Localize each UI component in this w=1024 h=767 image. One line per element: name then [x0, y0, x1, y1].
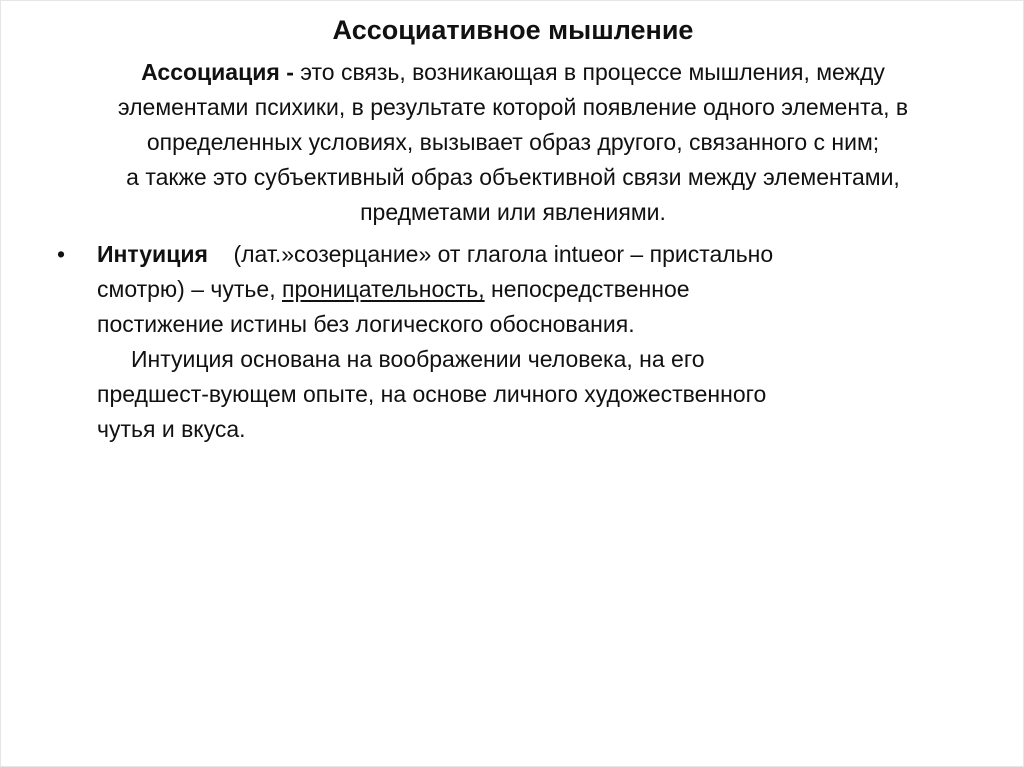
- bullet-item-intuition: [57, 237, 977, 447]
- intuition-line-2: [97, 272, 977, 307]
- intuition-line-4: Интуиция основана на воображении человека, на его: [131, 346, 705, 372]
- intuition-line-3: постижение истины без логического обоснования.: [97, 311, 635, 337]
- definition-line-5: предметами или явлениями.: [360, 199, 666, 225]
- definition-line-2: элементами психики, в результате которой появление одного элемента, в: [117, 94, 909, 120]
- definition-line-3: определенных условиях, вызывает образ другого, связанного с ним;: [146, 129, 880, 155]
- definition-line-1-text: это связь, возникающая в процессе мышления, между: [300, 59, 885, 85]
- intuition-line-1: [97, 237, 977, 272]
- intuition-line-2-part-1: смотрю) – чутье,: [97, 276, 282, 302]
- slide-title: Ассоциативное мышление: [332, 15, 694, 45]
- intuition-line-1-text: (лат.»созерцание» от глагола intueor – пристально: [233, 241, 774, 267]
- intuition-line-5: предшест-вующем опыте, на основе личного художественного: [97, 381, 767, 407]
- association-definition: [21, 55, 1005, 230]
- bullet-list: [57, 237, 977, 447]
- intuition-line-6: чутья и вкуса.: [97, 416, 246, 442]
- definition-line-4: а также это субъективный образ объективной связи между элементами,: [126, 164, 900, 190]
- intuition-line-2-part-2: непосредственное: [484, 276, 690, 302]
- intuition-text: [97, 237, 977, 447]
- definition-line-1: [21, 55, 1005, 90]
- definition-term: Ассоциация -: [141, 59, 301, 85]
- bullet-marker: •: [57, 241, 66, 267]
- intuition-term: Интуиция: [97, 241, 208, 267]
- insight-underlined-word: проницательность,: [281, 276, 485, 302]
